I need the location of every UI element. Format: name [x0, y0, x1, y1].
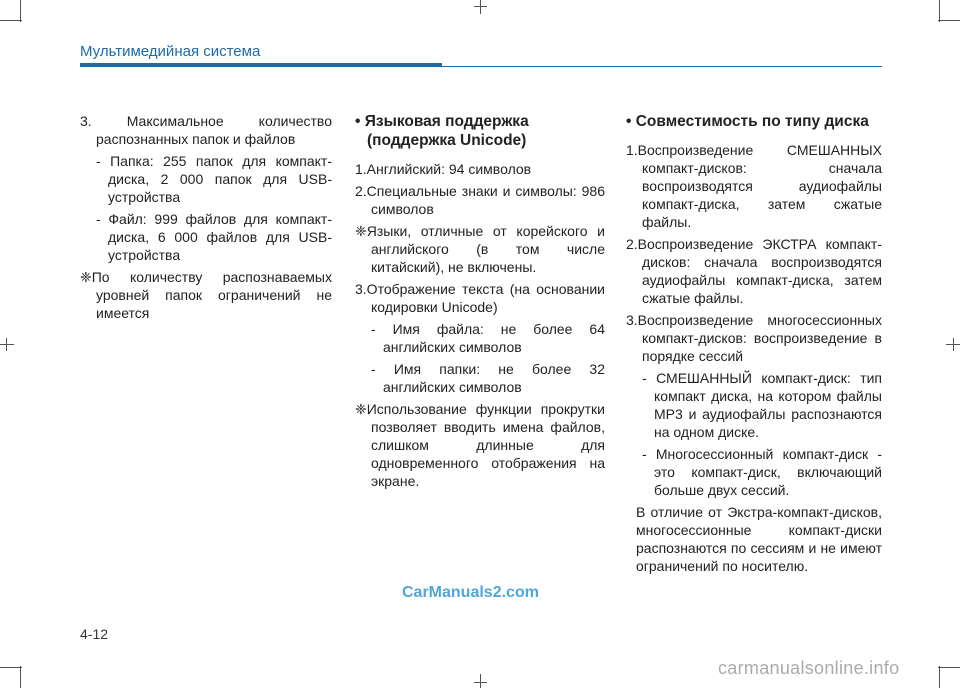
- crop-mark: [20, 666, 21, 688]
- column-left: [80, 112, 332, 326]
- note: ❈Использование функции прокрутки позволяет вводить имена файлов, слишком длинные для одновременного отображения на экране.: [355, 401, 605, 489]
- section-heading: • Совместимость по типу диска: [626, 113, 869, 130]
- list-item: 2.Специальные знаки и символы: 986 символов: [355, 183, 605, 217]
- crop-mark: [480, 0, 481, 14]
- list-subitem: - Папка: 255 папок для компакт-диска, 2 000 папок для USB-устройства: [96, 153, 332, 205]
- crop-mark: [0, 344, 14, 345]
- list-subitem: - Имя файла: не более 64 английских символов: [371, 321, 605, 355]
- crop-mark: [474, 682, 487, 683]
- crop-mark: [0, 667, 22, 668]
- crop-mark: [480, 674, 481, 688]
- list-item: 2.Воспроизведение ЭКСТРА компакт-дисков: сначала воспроизводятся аудиофайлы компакт-диска, затем сжатые файлы.: [626, 236, 882, 306]
- paragraph: В отличие от Экстра-компакт-дисков, многосессионные компакт-диски распознаются по сессиям и не имеют ограничений по носителю.: [636, 504, 882, 574]
- crop-mark: [474, 6, 487, 7]
- section-heading: • Языковая поддержка (поддержка Unicode): [355, 113, 529, 149]
- list-subitem: - Имя папки: не более 32 английских символов: [371, 361, 605, 395]
- list-item: 3.Отображение текста (на основании кодировки Unicode): [355, 281, 605, 315]
- list-item: 3. Максимальное количество распознанных папок и файлов: [80, 113, 332, 147]
- crop-mark: [0, 20, 22, 21]
- list-subitem: - СМЕШАННЫЙ компакт-диск: тип компакт диска, на котором файлы MP3 и аудиофайлы распознаются на одном диске.: [642, 370, 882, 440]
- crop-mark: [20, 0, 21, 22]
- note: ❈Языки, отличные от корейского и английского (в том числе китайский), не включены.: [355, 223, 605, 275]
- list-item: 1.Воспроизведение СМЕШАННЫХ компакт-дисков: сначала воспроизводятся аудиофайлы компакт-диска, затем сжатые файлы.: [626, 142, 882, 230]
- watermark-link[interactable]: CarManuals2.com: [402, 584, 539, 601]
- crop-mark: [938, 667, 960, 668]
- crop-mark: [939, 0, 940, 22]
- column-middle: [355, 112, 605, 494]
- section-title: Мультимедийная система: [80, 43, 261, 60]
- header-rule-thin: [442, 66, 882, 67]
- crop-mark: [938, 20, 960, 21]
- note: ❈По количеству распознаваемых уровней папок ограничений не имеется: [80, 269, 332, 321]
- crop-mark: [939, 666, 940, 688]
- footer-watermark: carmanualsonline.info: [718, 658, 900, 678]
- page-number: 4-12: [80, 626, 109, 642]
- list-item: 1.Английский: 94 символов: [355, 161, 532, 177]
- column-right: [626, 112, 882, 579]
- list-subitem: - Файл: 999 файлов для компакт-диска, 6 000 файлов для USB-устройства: [96, 211, 332, 263]
- list-subitem: - Многосессионный компакт-диск - это компакт-диск, включающий больше двух сессий.: [642, 446, 882, 498]
- crop-mark: [6, 338, 7, 351]
- list-item: 3.Воспроизведение многосессионных компакт-дисков: воспроизведение в порядке сессий: [626, 312, 882, 364]
- crop-mark: [953, 338, 954, 351]
- header-rule: [80, 63, 442, 67]
